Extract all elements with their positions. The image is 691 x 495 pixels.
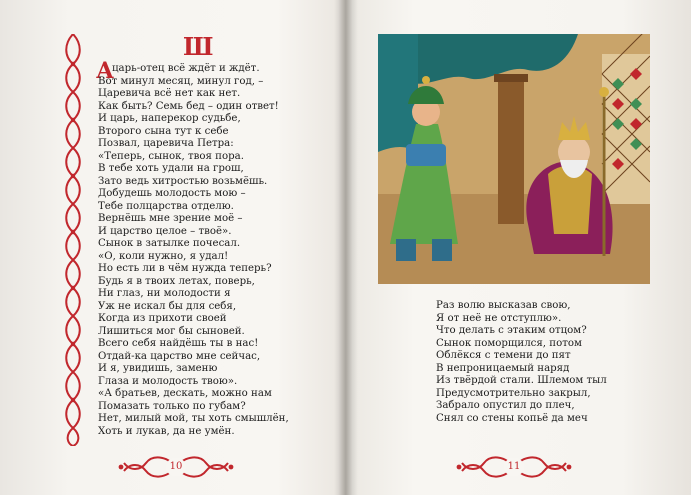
poem-line: В непроницаемый наряд: [436, 362, 570, 374]
book-gutter: [334, 0, 358, 495]
poem-line: Забрало опустил до плеч,: [436, 400, 575, 411]
poem-line: Что делать с этаким отцом?: [436, 325, 587, 336]
page-number-right: 11: [504, 458, 524, 476]
poem-line: Второго сына тут к себе: [98, 125, 229, 137]
poem-line: Помазать только по губам?: [98, 400, 246, 412]
poem-line: Когда из прихоти своей: [98, 313, 227, 324]
poem-line: Зато ведь хитростью возьмёшь.: [98, 175, 268, 187]
header-letter: Ш: [183, 32, 214, 61]
poem-line: И царство целое – твоё».: [98, 225, 232, 237]
poem-line: Нет, милый мой, ты хоть смышлён,: [98, 413, 289, 424]
poem-text-left: [98, 63, 289, 438]
poem-line: Царевича всё нет как нет.: [98, 88, 241, 99]
poem-line: Вернёшь мне зрение моё –: [98, 213, 243, 224]
poem-line: Из твёрдой стали. Шлемом тыл: [436, 375, 607, 386]
poem-line: Тебе полцарства отделю.: [98, 200, 234, 212]
poem-text-right: [436, 300, 607, 425]
poem-line: Глаза и молодость твою».: [98, 375, 238, 387]
poem-line: Хоть и лукав, да не умён.: [98, 425, 235, 437]
poem-line: Но есть ли в чём нужда теперь?: [98, 263, 272, 274]
poem-line: Вот минул месяц, минул год, –: [98, 75, 264, 87]
poem-line: Облёкся с темени до пят: [436, 350, 571, 361]
poem-line: «Теперь, сынок, твоя пора.: [98, 150, 244, 162]
poem-line: Снял со стены копьё да меч: [436, 412, 588, 424]
poem-line: Как быть? Семь бед – один ответ!: [98, 100, 279, 112]
poem-line: царь-отец всё ждёт и ждёт.: [112, 63, 260, 74]
poem-line: Отдай-ка царство мне сейчас,: [98, 350, 261, 362]
poem-line: Раз волю высказав свою,: [436, 300, 571, 311]
poem-line: Ни глаз, ни молодости я: [98, 288, 231, 299]
poem-line: Сынок в затылке почесал.: [98, 238, 241, 249]
ornamental-border: [62, 34, 84, 446]
poem-line: И я, увидишь, заменю: [98, 363, 218, 374]
poem-line: Лишиться мог бы сыновей.: [98, 325, 245, 337]
fairy-tale-illustration: [378, 34, 650, 284]
poem-line: Я от неё не отступлю».: [436, 312, 562, 324]
poem-line: Позвал, царевича Петра:: [98, 138, 234, 149]
page-number-left: 10: [166, 458, 186, 476]
poem-line: В тебе хоть удали на грош,: [98, 163, 244, 174]
poem-line: «А братьев, дескать, можно нам: [98, 388, 272, 399]
drop-cap: А: [96, 58, 114, 84]
poem-line: Сынок поморщился, потом: [436, 337, 582, 349]
poem-line: «О, коли нужно, я удал!: [98, 250, 229, 262]
poem-line: Всего себя найдёшь ты в нас!: [98, 338, 259, 349]
poem-line: Добудешь молодость мою –: [98, 188, 246, 199]
poem-line: Будь я в твоих летах, поверь,: [98, 275, 255, 287]
poem-line: Уж не искал бы для себя,: [98, 300, 237, 312]
poem-line: Предусмотрительно закрыл,: [436, 387, 591, 399]
poem-line: И царь, наперекор судьбе,: [98, 113, 241, 124]
